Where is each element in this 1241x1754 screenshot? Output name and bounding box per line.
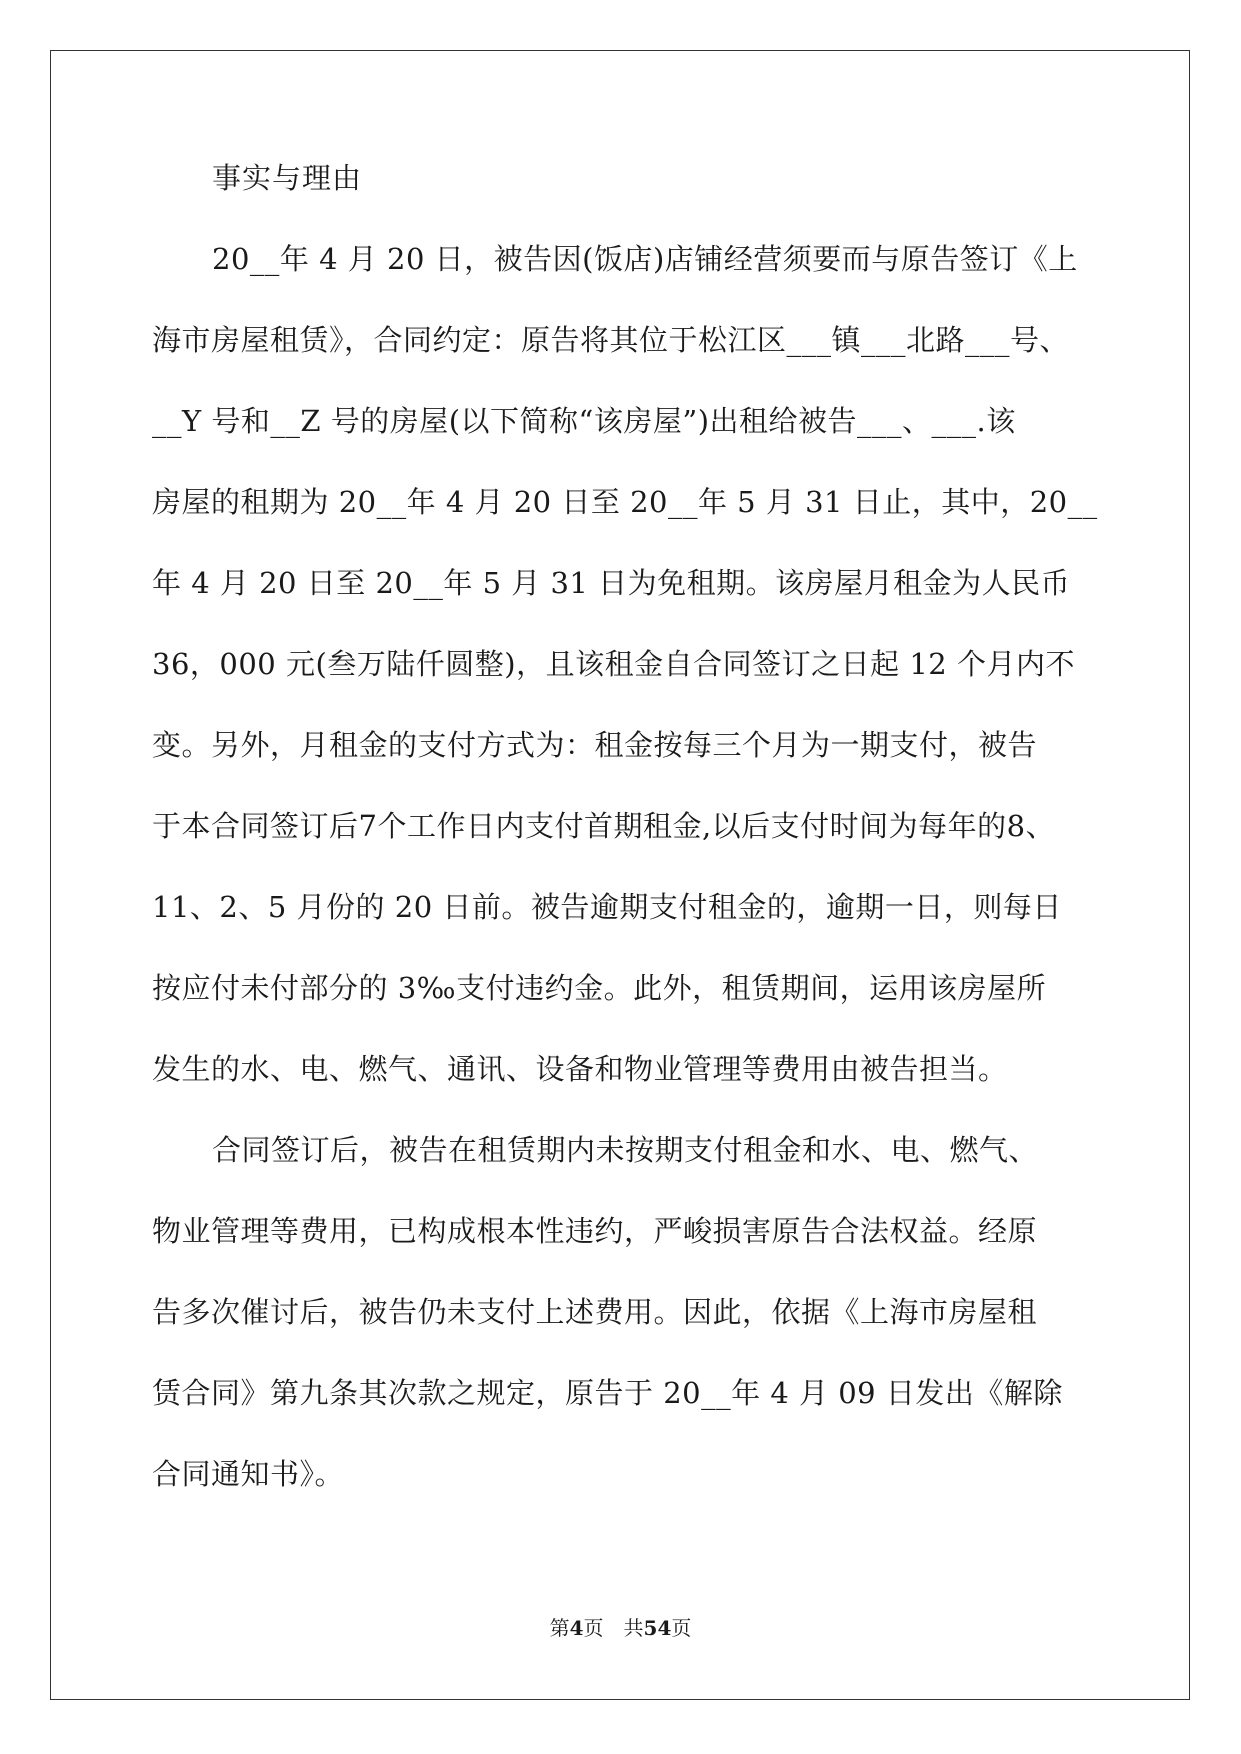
paragraph-2-line: 物业管理等费用，已构成根本性违约，严峻损害原告合法权益。经原 (152, 1214, 1038, 1248)
page-footer (0, 1612, 1241, 1641)
paragraph-1-line: 海市房屋租赁》，合同约定：原告将其位于松江区___镇___北路___号、 (152, 323, 1070, 357)
paragraph-1-line: 房屋的租期为 20__年 4 月 20 日至 20__年 5 月 31 日止，其中，20__ (152, 485, 1098, 519)
paragraph-1-line: 发生的水、电、燃气、通讯、设备和物业管理等费用由被告担当。 (152, 1052, 1008, 1086)
footer-suffix: 页 (671, 1616, 692, 1640)
paragraph-1-line: 20__年 4 月 20 日，被告因(饭店)店铺经营须要而与原告签订《上 (212, 242, 1078, 276)
paragraph-1-line: 年 4 月 20 日至 20__年 5 月 31 日为免租期。该房屋月租金为人民币 (152, 566, 1071, 600)
paragraph-1-line: 11、2、5 月份的 20 日前。被告逾期支付租金的，逾期一日，则每日 (152, 890, 1062, 924)
paragraph-1-line: __Y 号和__Z 号的房屋(以下简称“该房屋”)出租给被告___、___.该 (152, 404, 1016, 438)
footer-middle: 页 共 (583, 1616, 644, 1640)
paragraph-2-line: 合同通知书》。 (152, 1457, 345, 1491)
paragraph-1-line: 于本合同签订后7个工作日内支付首期租金,以后支付时间为每年的8、 (152, 809, 1056, 843)
current-page-number: 4 (569, 1616, 584, 1640)
paragraph-1-line: 按应付未付部分的 3‰支付违约金。此外，租赁期间，运用该房屋所 (152, 971, 1047, 1005)
paragraph-2-line: 合同签订后，被告在租赁期内未按期支付租金和水、电、燃气、 (212, 1133, 1039, 1167)
footer-prefix: 第 (549, 1616, 570, 1640)
section-heading: 事实与理由 (212, 161, 363, 195)
paragraph-1-line: 变。另外，月租金的支付方式为：租金按每三个月为一期支付，被告 (152, 728, 1038, 762)
total-page-count: 54 (643, 1616, 672, 1640)
paragraph-2-line: 赁合同》第九条其次款之规定，原告于 20__年 4 月 09 日发出《解除 (152, 1376, 1063, 1410)
paragraph-1-line: 36，000 元(叁万陆仟圆整)，且该租金自合同签订之日起 12 个月内不 (152, 647, 1075, 681)
paragraph-2-line: 告多次催讨后，被告仍未支付上述费用。因此，依据《上海市房屋租 (152, 1295, 1038, 1329)
document-body (152, 158, 1098, 1535)
